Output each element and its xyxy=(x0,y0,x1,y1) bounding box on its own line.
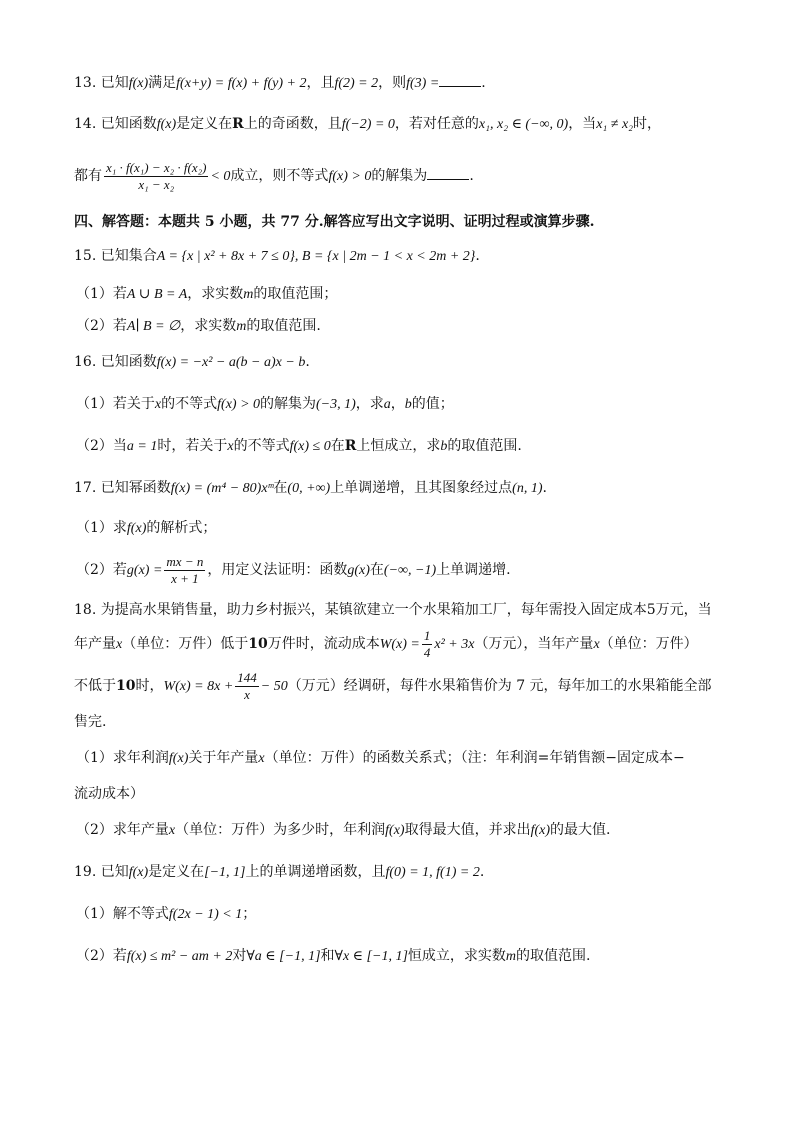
q19-part1 xyxy=(76,904,734,925)
answer-blank xyxy=(427,165,469,180)
q16-math: f(x) = −x² − a(b − a)x − b xyxy=(156,355,306,370)
q15-math: A = {x | x² + 8x + 7 ≤ 0}, B = {x | 2m − 1 < x < 2m + 2} xyxy=(156,249,476,264)
q16-math: b xyxy=(440,439,448,454)
q18-text: 取得最大值，并求出 xyxy=(404,822,531,838)
answer-blank xyxy=(439,72,481,87)
q15-math: m xyxy=(236,319,247,334)
q19-line xyxy=(74,862,734,883)
q19-number: 19. xyxy=(74,864,97,880)
q19-math: ∀a ∈ [−1, 1] xyxy=(246,949,321,964)
q18-line1 xyxy=(74,600,734,620)
q18-line2 xyxy=(74,626,734,663)
q18-fraction xyxy=(422,628,433,661)
q18-text: （单位：万件） xyxy=(599,636,698,652)
q18-text: （万元），当年产量 xyxy=(474,636,594,652)
q14-text: 时， xyxy=(633,116,662,132)
q16-text: 已知函数 xyxy=(100,354,157,370)
q18-text: （单位：万件）为多少时，年利润 xyxy=(175,822,386,838)
part-label: （1）求 xyxy=(76,520,127,536)
q18-part2 xyxy=(76,820,734,841)
q13-text: 已知 xyxy=(100,75,129,91)
q15-text: . xyxy=(475,248,480,264)
q17-math: (n, 1) xyxy=(512,481,543,496)
q15-math: A ∪ B = A xyxy=(126,287,188,302)
q16-math: (−3, 1) xyxy=(316,397,356,412)
q13-text: ，且 xyxy=(306,75,335,91)
q14-text: ，当 xyxy=(568,116,597,132)
q19-math: f(x) ≤ m² − am + 2 xyxy=(126,949,233,964)
q14-fraction xyxy=(104,160,208,193)
q16-math: x xyxy=(154,397,162,412)
q18-text: 时， xyxy=(135,678,164,694)
q17-text: 在 xyxy=(369,562,384,578)
q13-math: f(3) = xyxy=(406,76,440,91)
fraction-numerator: 1 xyxy=(423,627,431,643)
q17-fraction xyxy=(164,554,205,587)
fraction-denominator: 4 xyxy=(423,644,431,660)
q16-text: 时，若关于 xyxy=(157,438,228,454)
q19-math: f(x) xyxy=(128,865,149,880)
part-label: （1）解不等式 xyxy=(76,906,169,922)
q19-text: 恒成立，求实数 xyxy=(407,948,506,964)
q19-text: ； xyxy=(242,906,257,922)
q18-line4: 售完. xyxy=(74,714,107,730)
q17-math: f(x) = (m⁴ − 80)xᵐ xyxy=(170,481,274,496)
q15-text: 的取值范围； xyxy=(253,286,338,302)
q14-text: 已知函数 xyxy=(100,116,157,132)
q14-math: f(x) xyxy=(156,117,177,132)
q16-text: 的不等式 xyxy=(233,438,290,454)
q16-math: x xyxy=(227,439,234,454)
q17-math: g(x) = xyxy=(126,563,163,578)
q16-text: ， xyxy=(390,396,405,412)
q16-text: 的取值范围. xyxy=(447,438,522,454)
q14-text: 成立，则不等式 xyxy=(230,168,329,184)
q16-text: . xyxy=(305,354,310,370)
q18-math: x² + 3x xyxy=(434,637,475,652)
q15-math: A∣ B = ∅ xyxy=(126,319,181,334)
q16-math: b xyxy=(404,397,412,412)
q18-text: 关于年产量 xyxy=(188,750,259,766)
q16-number: 16. xyxy=(74,354,97,370)
q15-text: 的取值范围. xyxy=(246,318,321,334)
fraction-denominator: x₁ − x₂ xyxy=(138,176,175,192)
q15-text: ，求实数 xyxy=(180,318,237,334)
q15-text: ，求实数 xyxy=(187,286,244,302)
q18-math: W(x) = xyxy=(379,637,420,652)
q15-number: 15. xyxy=(74,248,97,264)
q17-text: 上单调递增. xyxy=(436,562,511,578)
part-label: （1）求年利润 xyxy=(76,750,169,766)
q18-text: （单位：万件）低于 xyxy=(122,636,249,652)
q16-line xyxy=(74,352,734,373)
q14-math: x₁ ≠ x₂ xyxy=(596,117,634,132)
q17-text: 在 xyxy=(273,480,288,496)
q15-part2 xyxy=(76,316,734,337)
q19-part2 xyxy=(76,946,734,967)
section-title: 四、解答题：本题共 5 小题，共 77 分.解答应写出文字说明、证明过程或演算步骤. xyxy=(74,214,595,230)
q16-text: 的值； xyxy=(411,396,454,412)
q18-math: f(x) xyxy=(530,823,551,838)
q18-math: − 50 xyxy=(260,679,288,694)
q14-number: 14. xyxy=(74,116,97,132)
q14-text: 是定义在 xyxy=(176,116,233,132)
q19-text: 对 xyxy=(232,948,247,964)
q18-fraction xyxy=(235,670,259,703)
q13-text: ，则 xyxy=(378,75,407,91)
q14-math: x₁, x₂ ∈ (−∞, 0) xyxy=(478,117,569,132)
q16-math: a = 1 xyxy=(126,439,158,454)
q18-number-bold: 10 xyxy=(116,678,136,694)
q18-text: 万件时，流动成本 xyxy=(267,636,380,652)
q18-text: 为提高水果销售量，助力乡村振兴，某镇欲建立一个水果箱加工厂，每年需投入固定成本5万元，当 xyxy=(100,602,712,618)
q17-text: ，用定义法证明：函数 xyxy=(207,562,348,578)
part-label: （2）若 xyxy=(76,562,127,578)
q16-part2 xyxy=(76,436,734,457)
q16-text: 在 xyxy=(330,438,345,454)
part-label: （2）求年产量 xyxy=(76,822,169,838)
q18-math: x xyxy=(258,751,265,766)
q18-math: f(x) xyxy=(168,751,189,766)
reals-symbol: R xyxy=(344,438,357,454)
q13-math: f(x+y) = f(x) + f(y) + 2 xyxy=(176,76,307,91)
q18-part1 xyxy=(76,748,734,769)
q18-math: x xyxy=(168,823,176,838)
q13-line xyxy=(74,72,734,94)
q15-part1 xyxy=(76,284,734,305)
fraction-numerator: x₁ · f(x₁) − x₂ · f(x₂) xyxy=(106,159,207,175)
q17-text: 上单调递增，且其图象经过点 xyxy=(330,480,513,496)
q17-math: g(x) xyxy=(347,563,370,578)
q17-math: f(x) xyxy=(126,521,147,536)
q16-math: f(x) ≤ 0 xyxy=(289,439,331,454)
q18-math: x xyxy=(116,637,123,652)
fraction-denominator: x xyxy=(244,686,250,702)
q18-text: （万元）经调研，每件水果箱售价为 7 元，每年加工的水果箱能全部 xyxy=(287,678,712,694)
q15-line xyxy=(74,246,734,267)
part-label: （1）若关于 xyxy=(76,396,155,412)
part-label: （2）若 xyxy=(76,948,127,964)
q19-text: 上的单调递增函数，且 xyxy=(245,864,386,880)
q18-line3 xyxy=(74,668,734,705)
q19-text: . xyxy=(479,864,485,880)
q19-math: f(0) = 1, f(1) = 2 xyxy=(385,865,480,880)
q14-text: . xyxy=(469,168,474,184)
q16-text: 的解集为 xyxy=(260,396,317,412)
q19-text: 已知 xyxy=(100,864,129,880)
q15-math: m xyxy=(243,287,254,302)
q18-math: W(x) = 8x + xyxy=(163,679,234,694)
q13-math: f(2) = 2 xyxy=(334,76,379,91)
fraction-denominator: x + 1 xyxy=(171,570,199,586)
q19-text: 和 xyxy=(320,948,335,964)
q13-number: 13. xyxy=(74,75,97,91)
q14-math: f(−2) = 0 xyxy=(341,117,395,132)
q13-text: 满足 xyxy=(148,75,177,91)
part-label: （2）若 xyxy=(76,318,127,334)
q19-text: 的取值范围. xyxy=(516,948,591,964)
q13-math: f(x) xyxy=(128,76,149,91)
q18-text: 不低于 xyxy=(74,678,116,694)
q17-part2 xyxy=(76,552,734,589)
q14-text: 都有 xyxy=(74,168,102,184)
q19-text: 是定义在 xyxy=(148,864,205,880)
q17-math: (−∞, −1) xyxy=(383,563,437,578)
q18-part1-cont: 流动成本） xyxy=(74,786,144,802)
q17-text: 已知幂函数 xyxy=(100,480,171,496)
reals-symbol: R xyxy=(232,116,244,132)
q17-math: (0, +∞) xyxy=(287,481,331,496)
q16-math: a xyxy=(383,397,391,412)
q19-math: [−1, 1] xyxy=(204,865,246,880)
q19-math: f(2x − 1) < 1 xyxy=(168,907,243,922)
q14-line1 xyxy=(74,114,734,135)
q14-text: 上的奇函数，且 xyxy=(243,116,342,132)
fraction-numerator: 144 xyxy=(237,669,257,685)
q18-text: 年产量 xyxy=(74,636,116,652)
q13-text: . xyxy=(481,75,486,91)
q14-line2 xyxy=(74,158,734,195)
q16-text: ，求 xyxy=(355,396,384,412)
q18-number-bold: 10 xyxy=(248,636,268,652)
q14-math: f(x) > 0 xyxy=(328,169,372,184)
part-label: （2）当 xyxy=(76,438,127,454)
q18-text: （单位：万件）的函数关系式；（注：年利润=年销售额−固定成本− xyxy=(264,750,685,766)
q17-text: 的解析式； xyxy=(146,520,217,536)
q14-text: 的解集为 xyxy=(371,168,428,184)
q16-part1 xyxy=(76,394,734,415)
q18-math: f(x) xyxy=(385,823,405,838)
part-label: （1）若 xyxy=(76,286,127,302)
q16-math: f(x) > 0 xyxy=(217,397,261,412)
q17-text: . xyxy=(542,480,547,496)
q17-part1 xyxy=(76,518,734,539)
q17-line xyxy=(74,478,734,499)
q14-text: ，若对任意的 xyxy=(394,116,479,132)
fraction-numerator: mx − n xyxy=(166,553,204,569)
q17-number: 17. xyxy=(74,480,97,496)
q16-text: 上恒成立，求 xyxy=(356,438,441,454)
q16-text: 的不等式 xyxy=(161,396,218,412)
q18-text: 的最大值. xyxy=(550,822,611,838)
q15-text: 已知集合 xyxy=(100,248,157,264)
q19-math: m xyxy=(505,949,517,964)
q18-math: x xyxy=(593,637,600,652)
q14-math: < 0 xyxy=(210,169,231,184)
q18-number: 18. xyxy=(74,602,97,618)
q19-math: ∀x ∈ [−1, 1] xyxy=(334,949,408,964)
